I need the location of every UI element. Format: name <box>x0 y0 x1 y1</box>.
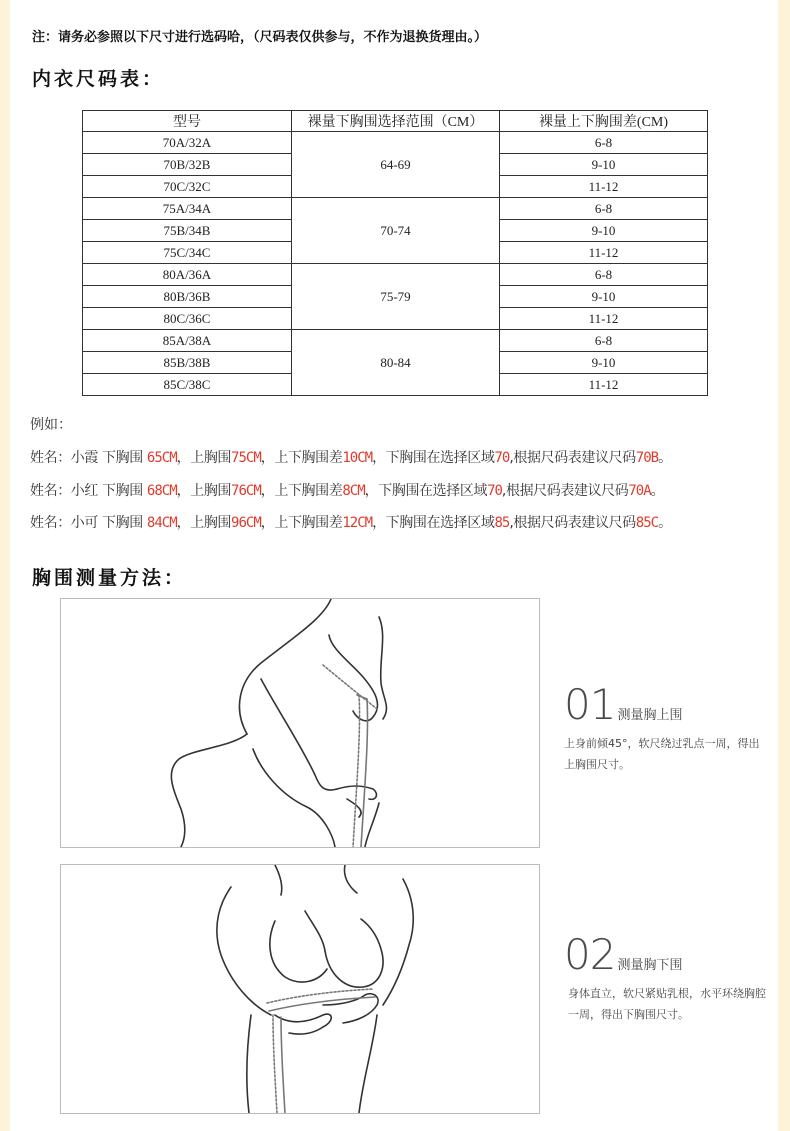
example-underbust: 84CM <box>146 515 177 531</box>
size-table <box>82 110 708 396</box>
underbust-range-cell: 75-79 <box>292 264 500 330</box>
example-text: ，上下胸围差 <box>260 450 343 466</box>
example-name: 姓名：小红 <box>30 483 98 499</box>
underbust-range-cell: 80-84 <box>292 330 500 396</box>
example-size: 70B <box>635 450 659 466</box>
table-header-row <box>83 111 708 132</box>
under-bust-illustration <box>60 864 540 1114</box>
example-text: 。 <box>658 450 672 466</box>
example-text: ,根据尺码表建议尺码 <box>509 515 636 531</box>
measure-method-title: 胸围测量方法： <box>32 567 187 589</box>
size-cell: 75B/34B <box>83 220 292 242</box>
header-model: 型号 <box>83 111 292 132</box>
example-text: ,根据尺码表建议尺码 <box>509 450 636 466</box>
size-cell: 70B/32B <box>83 154 292 176</box>
table-row <box>83 264 708 286</box>
examples-label: 例如： <box>30 417 72 433</box>
example-under-label: 下胸围 <box>98 450 147 466</box>
table-row <box>83 330 708 352</box>
underbust-range-cell: 64-69 <box>292 132 500 198</box>
example-under-label: 下胸围 <box>98 515 147 531</box>
example-text: ,根据尺码表建议尺码 <box>501 483 629 499</box>
bust-difference-cell: 6-8 <box>500 264 708 286</box>
example-upperbust: 75CM <box>231 450 261 466</box>
example-upperbust: 96CM <box>231 515 261 531</box>
size-cell: 85C/38C <box>83 374 292 396</box>
example-size: 70A <box>628 483 651 499</box>
step-title: 测量胸下围 <box>617 958 683 973</box>
example-text: ，上胸围 <box>176 483 232 499</box>
bust-difference-cell: 11-12 <box>500 374 708 396</box>
example-size: 85C <box>635 515 659 531</box>
example-text: ，下胸围在选择区域 <box>372 515 495 531</box>
example-under-label: 下胸围 <box>98 483 147 499</box>
example-text: ，上下胸围差 <box>260 515 343 531</box>
example-difference: 8CM <box>342 483 365 499</box>
bust-difference-cell: 6-8 <box>500 132 708 154</box>
step-number: 02 <box>564 930 616 979</box>
example-line <box>30 480 664 500</box>
example-zone: 85 <box>494 515 510 531</box>
bust-difference-cell: 9-10 <box>500 286 708 308</box>
bust-difference-cell: 11-12 <box>500 308 708 330</box>
bust-difference-cell: 9-10 <box>500 352 708 374</box>
example-underbust: 65CM <box>146 450 177 466</box>
example-line <box>30 447 672 467</box>
step-number: 01 <box>564 680 616 729</box>
size-cell: 85A/38A <box>83 330 292 352</box>
step-upper-bust <box>564 680 764 775</box>
size-cell: 80A/36A <box>83 264 292 286</box>
size-cell: 80B/36B <box>83 286 292 308</box>
bust-difference-cell: 9-10 <box>500 220 708 242</box>
example-zone: 70 <box>487 483 502 499</box>
step-under-bust <box>564 930 768 1025</box>
bust-difference-cell: 6-8 <box>500 330 708 352</box>
example-upperbust: 76CM <box>231 483 261 499</box>
size-cell: 85B/38B <box>83 352 292 374</box>
example-text: ，上下胸围差 <box>260 483 343 499</box>
example-line <box>30 512 672 532</box>
example-text: 。 <box>650 483 665 499</box>
size-cell: 80C/36C <box>83 308 292 330</box>
example-text: ，上胸围 <box>176 450 232 466</box>
example-name: 姓名：小霞 <box>30 450 98 466</box>
page <box>10 0 778 1131</box>
example-text: ，下胸围在选择区域 <box>372 450 495 466</box>
example-text: ，上胸围 <box>176 515 232 531</box>
example-difference: 12CM <box>342 515 373 531</box>
step-title: 测量胸上围 <box>617 708 683 723</box>
step-description: 上身前倾45°，软尺绕过乳点一周，得出上胸围尺寸。 <box>564 737 760 771</box>
bust-difference-cell: 11-12 <box>500 176 708 198</box>
example-underbust: 68CM <box>146 483 177 499</box>
size-cell: 70A/32A <box>83 132 292 154</box>
bust-difference-cell: 11-12 <box>500 242 708 264</box>
size-note: 注：请务必参照以下尺寸进行选码哈，（尺码表仅供参与，不作为退换货理由。） <box>32 30 488 45</box>
size-table-title: 内衣尺码表： <box>32 68 165 90</box>
bust-difference-cell: 6-8 <box>500 198 708 220</box>
size-cell: 75C/34C <box>83 242 292 264</box>
example-zone: 70 <box>494 450 510 466</box>
example-text: ，下胸围在选择区域 <box>364 483 488 499</box>
header-underbust-range: 裸量下胸围选择范围（CM） <box>292 111 500 132</box>
header-bust-difference: 裸量上下胸围差(CM) <box>500 111 708 132</box>
table-row <box>83 198 708 220</box>
step-description: 身体直立，软尺紧贴乳根，水平环绕胸腔一周，得出下胸围尺寸。 <box>568 987 766 1021</box>
size-cell: 75A/34A <box>83 198 292 220</box>
underbust-range-cell: 70-74 <box>292 198 500 264</box>
size-cell: 70C/32C <box>83 176 292 198</box>
example-name: 姓名：小可 <box>30 515 98 531</box>
table-row <box>83 132 708 154</box>
bust-difference-cell: 9-10 <box>500 154 708 176</box>
example-difference: 10CM <box>342 450 373 466</box>
example-text: 。 <box>658 515 672 531</box>
upper-bust-illustration <box>60 598 540 848</box>
